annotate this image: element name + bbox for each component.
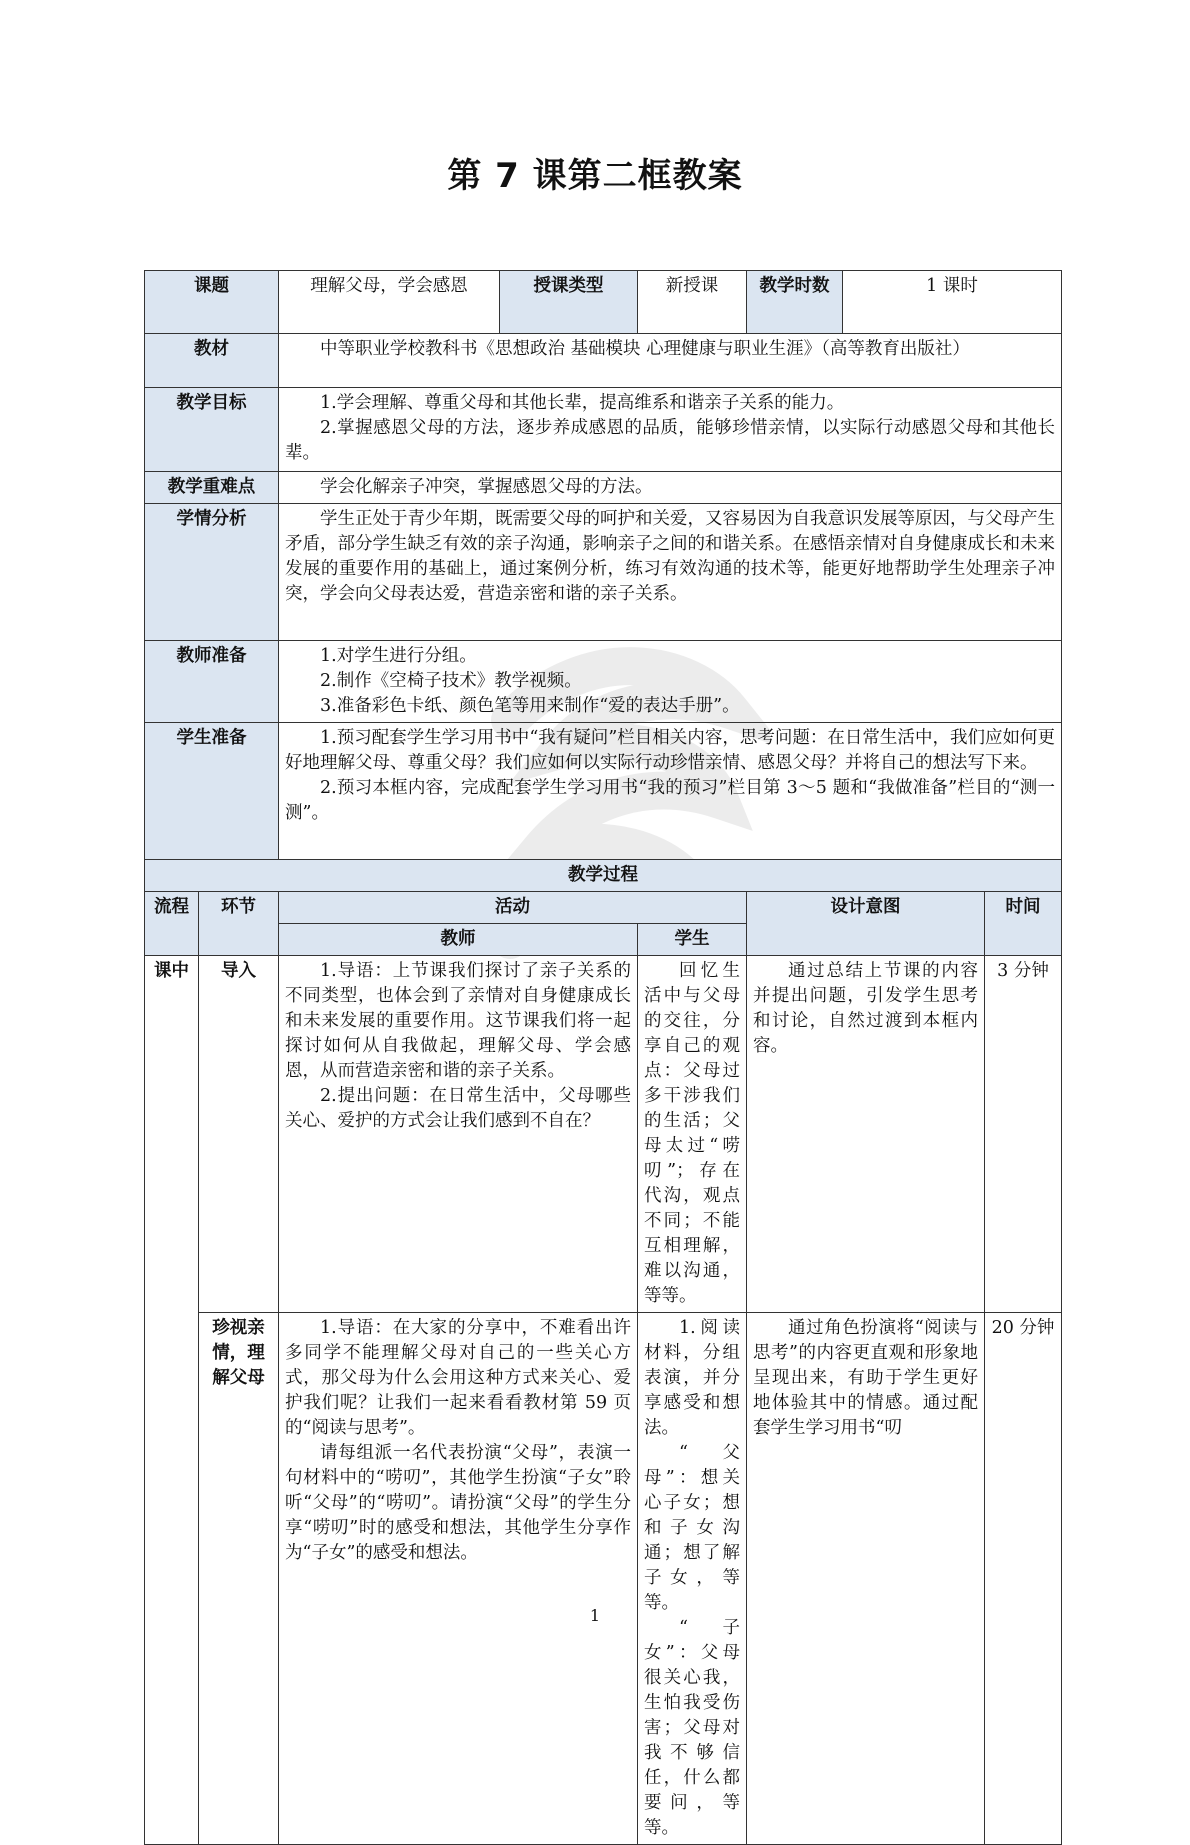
student-step: 回忆生活中与父母的交往，分享自己的观点：父母过多干涉我们的生活；父母太过“唠叨”；存在代沟，观点不同；不能互相理解，难以沟通，等等。	[644, 961, 740, 1306]
student-step: “子女”：父母很关心我，生怕我受伤害；父母对我不够信任，什么都要问，等等。	[644, 1618, 740, 1838]
analysis-label: 学情分析	[145, 504, 279, 641]
type-value: 新授课	[638, 271, 747, 334]
material-row	[145, 334, 1062, 388]
topic-value: 理解父母，学会感恩	[279, 271, 500, 334]
goals-row	[145, 388, 1062, 472]
header-row	[145, 271, 1062, 334]
teacher-prep-item: 2.制作《空椅子技术》教学视频。	[320, 671, 582, 691]
hours-label: 教学时数	[747, 271, 843, 334]
student-prep-item: 1.预习配套学生学习用书中“我有疑问”栏目相关内容，思考问题：在日常生活中，我们应如何更好地理解父母、尊重父母？我们应如何以实际行动珍惜亲情、感恩父母？并将自己的想法写下来。	[285, 728, 1056, 773]
student-activity	[638, 956, 747, 1313]
teacher-step: 1.导语：上节课我们探讨了亲子关系的不同类型，也体会到了亲情对自身健康成长和未来发展的重要作用。这节课我们将一起探讨如何从自我做起，理解父母、学会感恩，从而营造亲密和谐的亲子关系。	[285, 961, 631, 1081]
intent-text: 通过角色扮演将“阅读与思考”的内容更直观和形象地呈现出来，有助于学生更好地体验其中的情感。通过配套学生学习用书“叨	[753, 1318, 978, 1438]
teacher-activity	[279, 1313, 638, 1845]
goal-item: 1.学会理解、尊重父母和其他长辈，提高维系和谐亲子关系的能力。	[320, 393, 845, 413]
student-prep-value	[279, 723, 1062, 860]
in-class-label: 课中	[145, 956, 199, 1845]
teacher-col-label: 教师	[279, 924, 638, 956]
material-value	[279, 334, 1062, 388]
flow-label: 流程	[145, 892, 199, 956]
topic-label: 课题	[145, 271, 279, 334]
goals-label: 教学目标	[145, 388, 279, 472]
key-points-row	[145, 472, 1062, 504]
material-label: 教材	[145, 334, 279, 388]
student-step: 1.阅读材料，分组表演，并分享感受和想法。	[644, 1318, 740, 1438]
key-points-label: 教学重难点	[145, 472, 279, 504]
columns-row-1	[145, 892, 1062, 924]
analysis-row	[145, 504, 1062, 641]
key-points-text: 学会化解亲子冲突，掌握感恩父母的方法。	[320, 477, 653, 497]
student-step: “父母”：想关心子女；想和子女沟通；想了解子女，等等。	[644, 1443, 740, 1613]
teacher-activity	[279, 956, 638, 1313]
page-title: 第 7 课第二框教案	[447, 156, 743, 196]
page-number: 1	[589, 1606, 601, 1625]
design-intent	[747, 1313, 985, 1845]
student-prep-row	[145, 723, 1062, 860]
intent-label: 设计意图	[747, 892, 985, 956]
student-activity	[638, 1313, 747, 1845]
time-value: 20 分钟	[985, 1313, 1062, 1845]
time-value: 3 分钟	[985, 956, 1062, 1313]
teacher-step: 2.提出问题：在日常生活中，父母哪些关心、爱护的方式会让我们感到不自在？	[285, 1086, 631, 1131]
time-label: 时间	[985, 892, 1062, 956]
teacher-prep-value	[279, 641, 1062, 723]
design-intent	[747, 956, 985, 1313]
intent-text: 通过总结上节课的内容并提出问题，引发学生思考和讨论，自然过渡到本框内容。	[753, 961, 978, 1056]
student-prep-label: 学生准备	[145, 723, 279, 860]
process-row-cherish	[145, 1313, 1062, 1845]
student-col-label: 学生	[638, 924, 747, 956]
hours-value: 1 课时	[843, 271, 1062, 334]
material-text: 中等职业学校教科书《思想政治 基础模块 心理健康与职业生涯》（高等教育出版社）	[320, 339, 970, 359]
teacher-prep-item: 3.准备彩色卡纸、颜色笔等用来制作“爱的表达手册”。	[320, 696, 740, 716]
segment-label: 环节	[199, 892, 279, 956]
goals-value	[279, 388, 1062, 472]
analysis-text: 学生正处于青少年期，既需要父母的呵护和关爱，又容易因为自我意识发展等原因，与父母产生矛盾，部分学生缺乏有效的亲子沟通，影响亲子之间的和谐关系。在感悟亲情对自身健康成长和未来发展的重要作用的基础上，通过案例分析，练习有效沟通的技术等，能更好地帮助学生处理亲子冲突，学会向父母表达爱，营造亲密和谐的亲子关系。	[285, 509, 1056, 604]
student-prep-item: 2.预习本框内容，完成配套学生学习用书“我的预习”栏目第 3～5 题和“我做准备”栏目的“测一测”。	[285, 778, 1056, 823]
process-header-row	[145, 860, 1062, 892]
process-row-intro	[145, 956, 1062, 1313]
teacher-step: 请每组派一名代表扮演“父母”，表演一句材料中的“唠叨”，其他学生扮演“子女”聆听“父母”的“唠叨”。请扮演“父母”的学生分享“唠叨”时的感受和想法，其他学生分享作为“子女”的感受和想法。	[285, 1443, 631, 1563]
segment-name: 导入	[199, 956, 279, 1313]
analysis-value	[279, 504, 1062, 641]
teacher-prep-row	[145, 641, 1062, 723]
teacher-prep-item: 1.对学生进行分组。	[320, 646, 477, 666]
segment-name: 珍视亲情，理解父母	[199, 1313, 279, 1845]
process-label: 教学过程	[145, 860, 1062, 892]
teacher-step: 1.导语：在大家的分享中，不难看出许多同学不能理解父母对自己的一些关心方式，那父母为什么会用这种方式来关心、爱护我们呢？让我们一起来看看教材第 59 页的“阅读与思考”。	[285, 1318, 631, 1438]
activity-label: 活动	[279, 892, 747, 924]
key-points-value	[279, 472, 1062, 504]
type-label: 授课类型	[500, 271, 638, 334]
goal-item: 2.掌握感恩父母的方法，逐步养成感恩的品质，能够珍惜亲情，以实际行动感恩父母和其他长辈。	[285, 418, 1056, 463]
teacher-prep-label: 教师准备	[145, 641, 279, 723]
